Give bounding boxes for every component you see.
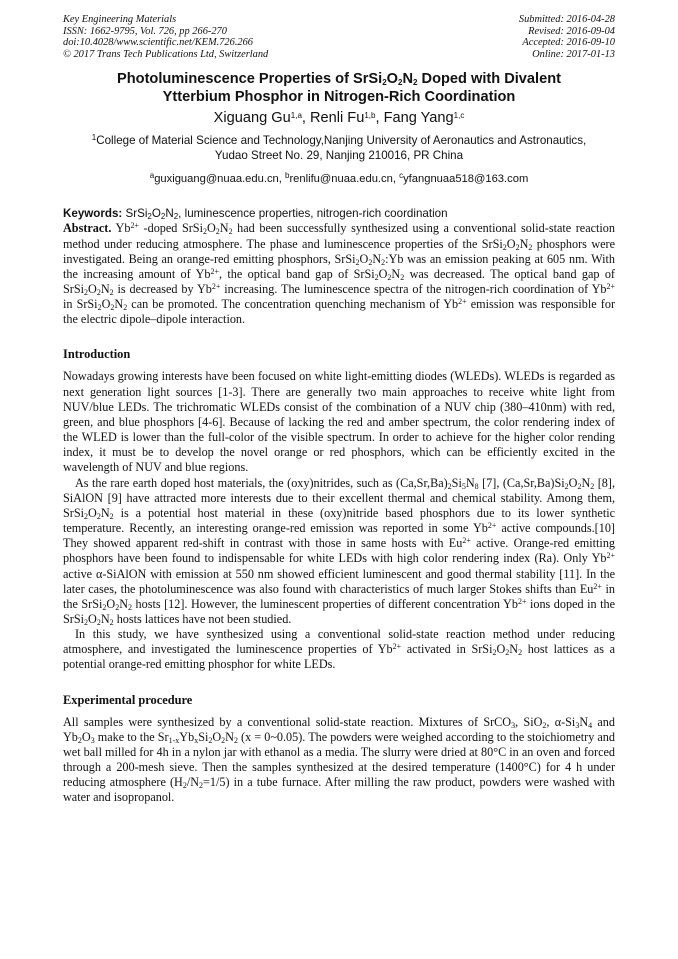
journal-issn: ISSN: 1662-9795, Vol. 726, pp 266-270 bbox=[63, 25, 227, 37]
intro-paragraph-1: Nowadays growing interests have been focused on white light-emitting diodes (WLEDs). WLEDs is regarded as next generation light sources [1-3]. There are generally two main approaches to receive white light from NUV/blue LEDs. The trichromatic WLEDs consist of the combination of a NUV chip (380–410nm) with red, green, and blue phosphors [4-6]. Because of lacking the red and amber spectrum, the color rendering index of the WLED is lower than the full-color of the visible spectrum. In order to achieve for the higher color rending index, it must be to develop the novel orange or red phosphors, which can be efficiently excited in the wavelength of NUV and blue regions. bbox=[63, 369, 615, 475]
section-heading-experimental: Experimental procedure bbox=[63, 692, 193, 707]
affiliation: $^1$College of Material Science and Technology,Nanjing University of Aeronautics and Astronautics, Yudao Street No. 29, Nanjing 210016, PR China bbox=[91, 133, 587, 163]
experimental-paragraph: All samples were synthesized by a conventional solid-state reaction. Mixtures of SrCO$_3$, SiO$_2$, $\alpha-Si_3N_4$ and $Yb_2O_3$ make to the $Sr_{1-x}Yb_xSi_2O_2N_2$ (x = 0~0.05). The powders were weighed according to the stoichiometry and wet ball milled for 4h in a nylon jar with ethanol as a media. The slurry were dried at 80°C in an oven and forced through a 200-mesh sieve. Then the samples synthesized at the desired temperature (1400°C) for 4 h under reducing atmosphere $(H_2/N_2=1/5)$ in a tube furnace. After milling the raw product, powders were washed with water and isopropanol. bbox=[63, 714, 615, 805]
paper-title bbox=[63, 70, 615, 106]
journal-info bbox=[63, 14, 268, 60]
abstract: Abstract. $Yb^{2+}$ -doped $SrSi_2O_2N_2$ had been successfully synthesized using a conventional solid-state reaction method under reducing atmosphere. The phase and luminescence properties of the $SrSi_2O_2N_2$ phosphors were investigated. Being an orange-red emitting phosphors, $SrSi_2O_2N_2:Yb$ was an emission peaking at 605 nm. With the increasing amount of $Yb^{2+}$, the optical band gap of $SrSi_2O_2N_2$ was decreased. The optical band gap of $SrSi_2O_2N_2$ is decreased by $Yb^{2+}$ increasing. The luminescence spectra of the nitrogen-rich coordination of $Yb^{2+}$ in $SrSi_2O_2N_2$ can be promoted. The concentration quenching mechanism of $Yb^{2+}$ emission was responsible for the electric dipole–dipole interaction. bbox=[63, 221, 616, 327]
title-line-2: Ytterbium Phosphor in Nitrogen-Rich Coordination bbox=[162, 89, 516, 106]
journal-copyright: © 2017 Trans Tech Publications Ltd, Switzerland bbox=[63, 48, 269, 60]
intro-paragraph-2: As the rare earth doped host materials, the (oxy)nitrides, such as $(Ca,Sr,Ba)_2Si_5N_8$ [7], $(Ca,Sr,Ba)Si_2O_2N_2$ [8], SiAlON [9] have attracted more interests due to their excellent thermal and chemical stability. Among them, $SrSi_2O_2N_2$ is a potential host material in these (oxy)nitride based phosphors due to its lower synthetic temperature. Recently, an interesting orange-red emission was reported in some $Yb^{2+}$ active compounds.[10] They showed apparent red-shift in contrast with those in same hosts with $Eu^{2+}$ active. Orange-red emitting phosphors have been found to indispensable for white LEDs with high color rendering index (Ra). Only $Yb^{2+}$ active α-SiAlON with emission at 550 nm showed efficient luminescent and good thermal stability [11]. In the later cases, the photoluminescence was also found with characteristics of much larger Stokes shifts than $Eu^{2+}$ in the $SrSi_2O_2N_2$ hosts [12]. However, the luminescent properties of different concentration $Yb^{2+}$ ions doped in the $SrSi_2O_2N_2$ hosts lattices have not been studied. bbox=[63, 475, 616, 627]
author-list: Xiguang Gu$^{1,a}$, Renli Fu$^{1,b}$, Fang Yang$^{1,c}$ bbox=[213, 110, 465, 127]
date-revised: Revised: 2016-09-04 bbox=[528, 25, 615, 37]
date-accepted: Accepted: 2016-09-10 bbox=[522, 37, 615, 49]
date-submitted: Submitted: 2016-04-28 bbox=[518, 14, 615, 25]
author-emails: $^a$guxiguang@nuaa.edu.cn, $^b$renlifu@nuaa.edu.cn, $^c$yfangnuaa518@163.com bbox=[149, 171, 529, 186]
keywords: Keywords: $SrSi_2O_2N_2$, luminescence properties, nitrogen-rich coordination bbox=[63, 207, 448, 222]
article-dates bbox=[519, 14, 615, 60]
paper-page bbox=[63, 14, 615, 806]
section-heading-introduction: Introduction bbox=[63, 347, 131, 362]
journal-name: Key Engineering Materials bbox=[63, 14, 177, 25]
intro-paragraph-3: In this study, we have synthesized using a conventional solid-state reaction method under reducing atmosphere, and investigated the luminescence properties of $Yb^{2+}$ activated in $SrSi_2O_2N_2$ host lattices as a potential orange-red emitting phosphor for white LEDs. bbox=[63, 627, 615, 672]
title-line-1: Photoluminescence Properties of $SrSi_2O_2N_2$ Doped with Divalent bbox=[117, 71, 561, 88]
journal-doi: doi:10.4028/www.scientific.net/KEM.726.266 bbox=[63, 37, 253, 49]
journal-header bbox=[63, 14, 615, 60]
date-online: Online: 2017-01-13 bbox=[532, 48, 615, 60]
